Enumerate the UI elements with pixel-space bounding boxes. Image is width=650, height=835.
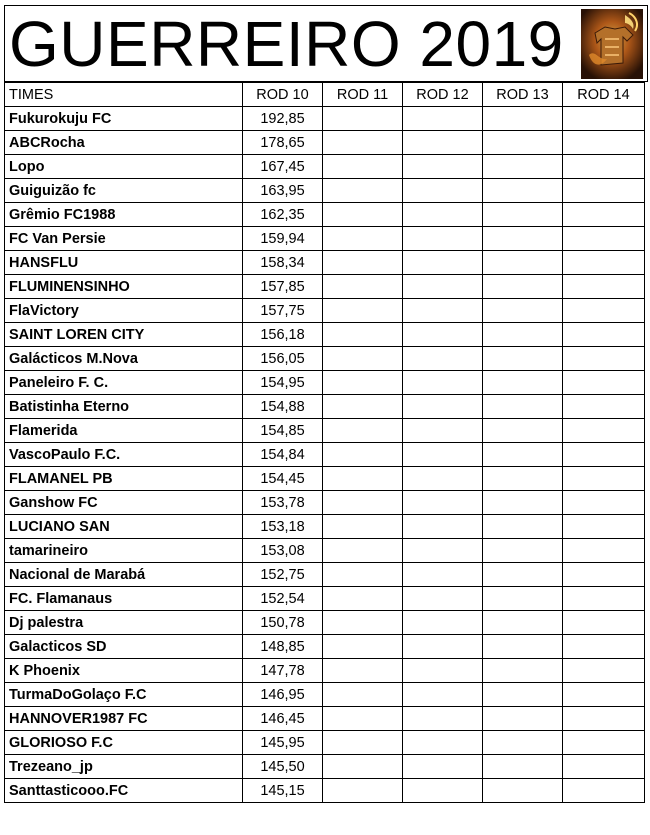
table-row xyxy=(5,563,645,587)
table-row xyxy=(5,755,645,779)
table-row xyxy=(5,443,645,467)
rod-11-empty-cell[interactable] xyxy=(323,419,403,443)
rod-13-empty-cell[interactable] xyxy=(483,659,563,683)
rod-11-empty-cell[interactable] xyxy=(323,275,403,299)
table-row xyxy=(5,539,645,563)
rod-14-empty-cell[interactable] xyxy=(563,683,645,707)
rod-11-empty-cell[interactable] xyxy=(323,323,403,347)
rod-14-empty-cell[interactable] xyxy=(563,563,645,587)
rod-14-empty-cell[interactable] xyxy=(563,299,645,323)
rod-14-empty-cell[interactable] xyxy=(563,419,645,443)
rod-12-empty-cell[interactable] xyxy=(403,467,483,491)
team-name-cell[interactable]: LUCIANO SAN xyxy=(5,515,243,539)
rod-13-empty-cell[interactable] xyxy=(483,491,563,515)
rod-14-empty-cell[interactable] xyxy=(563,539,645,563)
table-row xyxy=(5,323,645,347)
column-header-rod-10: ROD 10 xyxy=(243,83,323,107)
table-row xyxy=(5,779,645,803)
rod-10-score-cell[interactable]: 158,34 xyxy=(243,251,323,275)
team-name-cell[interactable]: FC Van Persie xyxy=(5,227,243,251)
rod-13-empty-cell[interactable] xyxy=(483,347,563,371)
page-title: GUERREIRO 2019 xyxy=(9,8,564,80)
column-header-times: TIMES xyxy=(5,83,243,107)
title-banner xyxy=(4,6,648,82)
rod-10-score-cell[interactable]: 163,95 xyxy=(243,179,323,203)
rod-10-score-cell[interactable]: 145,95 xyxy=(243,731,323,755)
rod-11-empty-cell[interactable] xyxy=(323,611,403,635)
ranking-table xyxy=(4,82,645,803)
rod-12-empty-cell[interactable] xyxy=(403,203,483,227)
team-name-cell[interactable]: GLORIOSO F.C xyxy=(5,731,243,755)
column-header-rod-12: ROD 12 xyxy=(403,83,483,107)
rod-14-empty-cell[interactable] xyxy=(563,203,645,227)
team-name-cell[interactable]: FLUMINENSINHO xyxy=(5,275,243,299)
team-name-cell[interactable]: Paneleiro F. C. xyxy=(5,371,243,395)
rod-11-empty-cell[interactable] xyxy=(323,635,403,659)
rod-13-empty-cell[interactable] xyxy=(483,203,563,227)
rod-10-score-cell[interactable]: 152,54 xyxy=(243,587,323,611)
column-header-rod-11: ROD 11 xyxy=(323,83,403,107)
rod-13-empty-cell[interactable] xyxy=(483,323,563,347)
rod-12-empty-cell[interactable] xyxy=(403,107,483,131)
rod-10-score-cell[interactable]: 150,78 xyxy=(243,611,323,635)
table-row xyxy=(5,611,645,635)
team-name-cell[interactable]: Lopo xyxy=(5,155,243,179)
rod-11-empty-cell[interactable] xyxy=(323,443,403,467)
rod-10-score-cell[interactable]: 147,78 xyxy=(243,659,323,683)
rod-11-empty-cell[interactable] xyxy=(323,731,403,755)
rod-14-empty-cell[interactable] xyxy=(563,395,645,419)
rod-11-empty-cell[interactable] xyxy=(323,107,403,131)
team-name-cell[interactable]: SAINT LOREN CITY xyxy=(5,323,243,347)
rod-10-score-cell[interactable]: 154,88 xyxy=(243,395,323,419)
team-name-cell[interactable]: Galacticos SD xyxy=(5,635,243,659)
rod-12-empty-cell[interactable] xyxy=(403,395,483,419)
rod-10-score-cell[interactable]: 178,65 xyxy=(243,131,323,155)
rod-13-empty-cell[interactable] xyxy=(483,419,563,443)
rod-12-empty-cell[interactable] xyxy=(403,611,483,635)
rod-10-score-cell[interactable]: 145,50 xyxy=(243,755,323,779)
rod-14-empty-cell[interactable] xyxy=(563,467,645,491)
rod-13-empty-cell[interactable] xyxy=(483,755,563,779)
rod-11-empty-cell[interactable] xyxy=(323,179,403,203)
rod-12-empty-cell[interactable] xyxy=(403,347,483,371)
team-name-cell[interactable]: FlaVictory xyxy=(5,299,243,323)
rod-13-empty-cell[interactable] xyxy=(483,155,563,179)
rod-13-empty-cell[interactable] xyxy=(483,611,563,635)
team-name-cell[interactable]: FC. Flamanaus xyxy=(5,587,243,611)
rod-11-empty-cell[interactable] xyxy=(323,563,403,587)
rod-13-empty-cell[interactable] xyxy=(483,443,563,467)
rod-11-empty-cell[interactable] xyxy=(323,155,403,179)
rod-13-empty-cell[interactable] xyxy=(483,563,563,587)
table-row xyxy=(5,395,645,419)
rod-13-empty-cell[interactable] xyxy=(483,395,563,419)
rod-11-empty-cell[interactable] xyxy=(323,251,403,275)
rod-12-empty-cell[interactable] xyxy=(403,587,483,611)
rod-14-empty-cell[interactable] xyxy=(563,179,645,203)
rod-11-empty-cell[interactable] xyxy=(323,371,403,395)
team-name-cell[interactable]: HANSFLU xyxy=(5,251,243,275)
rod-14-empty-cell[interactable] xyxy=(563,611,645,635)
rod-12-empty-cell[interactable] xyxy=(403,299,483,323)
team-name-cell[interactable]: Guiguizão fc xyxy=(5,179,243,203)
rod-13-empty-cell[interactable] xyxy=(483,251,563,275)
rod-14-empty-cell[interactable] xyxy=(563,491,645,515)
table-row xyxy=(5,203,645,227)
team-name-cell[interactable]: Nacional de Marabá xyxy=(5,563,243,587)
rod-10-score-cell[interactable]: 154,95 xyxy=(243,371,323,395)
team-name-cell[interactable]: tamarineiro xyxy=(5,539,243,563)
rod-12-empty-cell[interactable] xyxy=(403,659,483,683)
table-row xyxy=(5,299,645,323)
table-row xyxy=(5,251,645,275)
table-row xyxy=(5,371,645,395)
rod-10-score-cell[interactable]: 154,85 xyxy=(243,419,323,443)
rod-12-empty-cell[interactable] xyxy=(403,155,483,179)
rod-13-empty-cell[interactable] xyxy=(483,131,563,155)
rod-13-empty-cell[interactable] xyxy=(483,707,563,731)
rod-10-score-cell[interactable]: 146,45 xyxy=(243,707,323,731)
rod-13-empty-cell[interactable] xyxy=(483,299,563,323)
rod-14-empty-cell[interactable] xyxy=(563,707,645,731)
rod-12-empty-cell[interactable] xyxy=(403,539,483,563)
team-name-cell[interactable]: VascoPaulo F.C. xyxy=(5,443,243,467)
table-row xyxy=(5,683,645,707)
rod-12-empty-cell[interactable] xyxy=(403,419,483,443)
rod-13-empty-cell[interactable] xyxy=(483,779,563,803)
rod-10-score-cell[interactable]: 153,18 xyxy=(243,515,323,539)
rod-13-empty-cell[interactable] xyxy=(483,467,563,491)
rod-12-empty-cell[interactable] xyxy=(403,755,483,779)
table-row xyxy=(5,707,645,731)
rod-10-score-cell[interactable]: 145,15 xyxy=(243,779,323,803)
team-name-cell[interactable]: FLAMANEL PB xyxy=(5,467,243,491)
table-row xyxy=(5,491,645,515)
rod-11-empty-cell[interactable] xyxy=(323,203,403,227)
team-name-cell[interactable]: HANNOVER1987 FC xyxy=(5,707,243,731)
spreadsheet xyxy=(4,5,648,803)
table-row xyxy=(5,227,645,251)
rod-12-empty-cell[interactable] xyxy=(403,731,483,755)
team-name-cell[interactable]: Dj palestra xyxy=(5,611,243,635)
rod-12-empty-cell[interactable] xyxy=(403,707,483,731)
table-row xyxy=(5,275,645,299)
rod-14-empty-cell[interactable] xyxy=(563,131,645,155)
rod-14-empty-cell[interactable] xyxy=(563,755,645,779)
rod-14-empty-cell[interactable] xyxy=(563,275,645,299)
rod-11-empty-cell[interactable] xyxy=(323,467,403,491)
rod-10-score-cell[interactable]: 157,75 xyxy=(243,299,323,323)
rod-11-empty-cell[interactable] xyxy=(323,659,403,683)
rod-10-score-cell[interactable]: 146,95 xyxy=(243,683,323,707)
rod-10-score-cell[interactable]: 159,94 xyxy=(243,227,323,251)
rod-12-empty-cell[interactable] xyxy=(403,227,483,251)
rod-11-empty-cell[interactable] xyxy=(323,515,403,539)
team-name-cell[interactable]: Batistinha Eterno xyxy=(5,395,243,419)
table-row xyxy=(5,587,645,611)
rod-10-score-cell[interactable]: 148,85 xyxy=(243,635,323,659)
rod-11-empty-cell[interactable] xyxy=(323,707,403,731)
team-name-cell[interactable]: Ganshow FC xyxy=(5,491,243,515)
team-name-cell[interactable]: Galácticos M.Nova xyxy=(5,347,243,371)
rod-12-empty-cell[interactable] xyxy=(403,563,483,587)
rod-13-empty-cell[interactable] xyxy=(483,227,563,251)
table-row xyxy=(5,131,645,155)
rod-12-empty-cell[interactable] xyxy=(403,443,483,467)
rod-10-score-cell[interactable]: 154,45 xyxy=(243,467,323,491)
team-name-cell[interactable]: Flamerida xyxy=(5,419,243,443)
team-name-cell[interactable]: Trezeano_jp xyxy=(5,755,243,779)
table-row xyxy=(5,659,645,683)
rod-12-empty-cell[interactable] xyxy=(403,779,483,803)
rod-13-empty-cell[interactable] xyxy=(483,635,563,659)
column-header-rod-14: ROD 14 xyxy=(563,83,645,107)
table-row xyxy=(5,635,645,659)
rod-12-empty-cell[interactable] xyxy=(403,323,483,347)
rod-12-empty-cell[interactable] xyxy=(403,635,483,659)
rod-10-score-cell[interactable]: 167,45 xyxy=(243,155,323,179)
rod-11-empty-cell[interactable] xyxy=(323,491,403,515)
rod-11-empty-cell[interactable] xyxy=(323,395,403,419)
rod-14-empty-cell[interactable] xyxy=(563,731,645,755)
rod-14-empty-cell[interactable] xyxy=(563,347,645,371)
rod-11-empty-cell[interactable] xyxy=(323,299,403,323)
table-row xyxy=(5,155,645,179)
rod-14-empty-cell[interactable] xyxy=(563,635,645,659)
rod-13-empty-cell[interactable] xyxy=(483,731,563,755)
rod-13-empty-cell[interactable] xyxy=(483,179,563,203)
rod-14-empty-cell[interactable] xyxy=(563,443,645,467)
team-name-cell[interactable]: K Phoenix xyxy=(5,659,243,683)
table-row xyxy=(5,731,645,755)
team-name-cell[interactable]: TurmaDoGolaço F.C xyxy=(5,683,243,707)
team-name-cell[interactable]: Fukurokuju FC xyxy=(5,107,243,131)
rod-14-empty-cell[interactable] xyxy=(563,515,645,539)
rod-12-empty-cell[interactable] xyxy=(403,131,483,155)
rod-13-empty-cell[interactable] xyxy=(483,587,563,611)
rod-10-score-cell[interactable]: 154,84 xyxy=(243,443,323,467)
rod-11-empty-cell[interactable] xyxy=(323,587,403,611)
rod-12-empty-cell[interactable] xyxy=(403,275,483,299)
rod-11-empty-cell[interactable] xyxy=(323,539,403,563)
rod-12-empty-cell[interactable] xyxy=(403,371,483,395)
table-row xyxy=(5,419,645,443)
team-name-cell[interactable]: Grêmio FC1988 xyxy=(5,203,243,227)
rod-11-empty-cell[interactable] xyxy=(323,347,403,371)
rod-14-empty-cell[interactable] xyxy=(563,155,645,179)
rod-11-empty-cell[interactable] xyxy=(323,131,403,155)
header-row xyxy=(5,83,645,107)
rod-12-empty-cell[interactable] xyxy=(403,179,483,203)
column-header-rod-13: ROD 13 xyxy=(483,83,563,107)
rod-14-empty-cell[interactable] xyxy=(563,587,645,611)
rod-13-empty-cell[interactable] xyxy=(483,683,563,707)
shirt-fire-icon xyxy=(581,9,643,79)
rod-10-score-cell[interactable]: 162,35 xyxy=(243,203,323,227)
rod-14-empty-cell[interactable] xyxy=(563,659,645,683)
rod-12-empty-cell[interactable] xyxy=(403,251,483,275)
rod-14-empty-cell[interactable] xyxy=(563,371,645,395)
rod-13-empty-cell[interactable] xyxy=(483,275,563,299)
rod-10-score-cell[interactable]: 153,08 xyxy=(243,539,323,563)
rod-14-empty-cell[interactable] xyxy=(563,251,645,275)
table-row xyxy=(5,515,645,539)
rod-10-score-cell[interactable]: 156,05 xyxy=(243,347,323,371)
rod-11-empty-cell[interactable] xyxy=(323,227,403,251)
table-row xyxy=(5,179,645,203)
rod-11-empty-cell[interactable] xyxy=(323,683,403,707)
rod-13-empty-cell[interactable] xyxy=(483,371,563,395)
team-name-cell[interactable]: ABCRocha xyxy=(5,131,243,155)
rod-12-empty-cell[interactable] xyxy=(403,491,483,515)
rod-11-empty-cell[interactable] xyxy=(323,779,403,803)
rod-11-empty-cell[interactable] xyxy=(323,755,403,779)
table-row xyxy=(5,467,645,491)
rod-13-empty-cell[interactable] xyxy=(483,515,563,539)
table-row xyxy=(5,107,645,131)
rod-10-score-cell[interactable]: 156,18 xyxy=(243,323,323,347)
rod-10-score-cell[interactable]: 153,78 xyxy=(243,491,323,515)
rod-13-empty-cell[interactable] xyxy=(483,539,563,563)
rod-10-score-cell[interactable]: 192,85 xyxy=(243,107,323,131)
rod-14-empty-cell[interactable] xyxy=(563,323,645,347)
rod-14-empty-cell[interactable] xyxy=(563,107,645,131)
rod-14-empty-cell[interactable] xyxy=(563,227,645,251)
rod-14-empty-cell[interactable] xyxy=(563,779,645,803)
team-name-cell[interactable]: Santtasticooo.FC xyxy=(5,779,243,803)
table-row xyxy=(5,347,645,371)
rod-10-score-cell[interactable]: 152,75 xyxy=(243,563,323,587)
rod-10-score-cell[interactable]: 157,85 xyxy=(243,275,323,299)
rod-12-empty-cell[interactable] xyxy=(403,683,483,707)
rod-12-empty-cell[interactable] xyxy=(403,515,483,539)
rod-13-empty-cell[interactable] xyxy=(483,107,563,131)
